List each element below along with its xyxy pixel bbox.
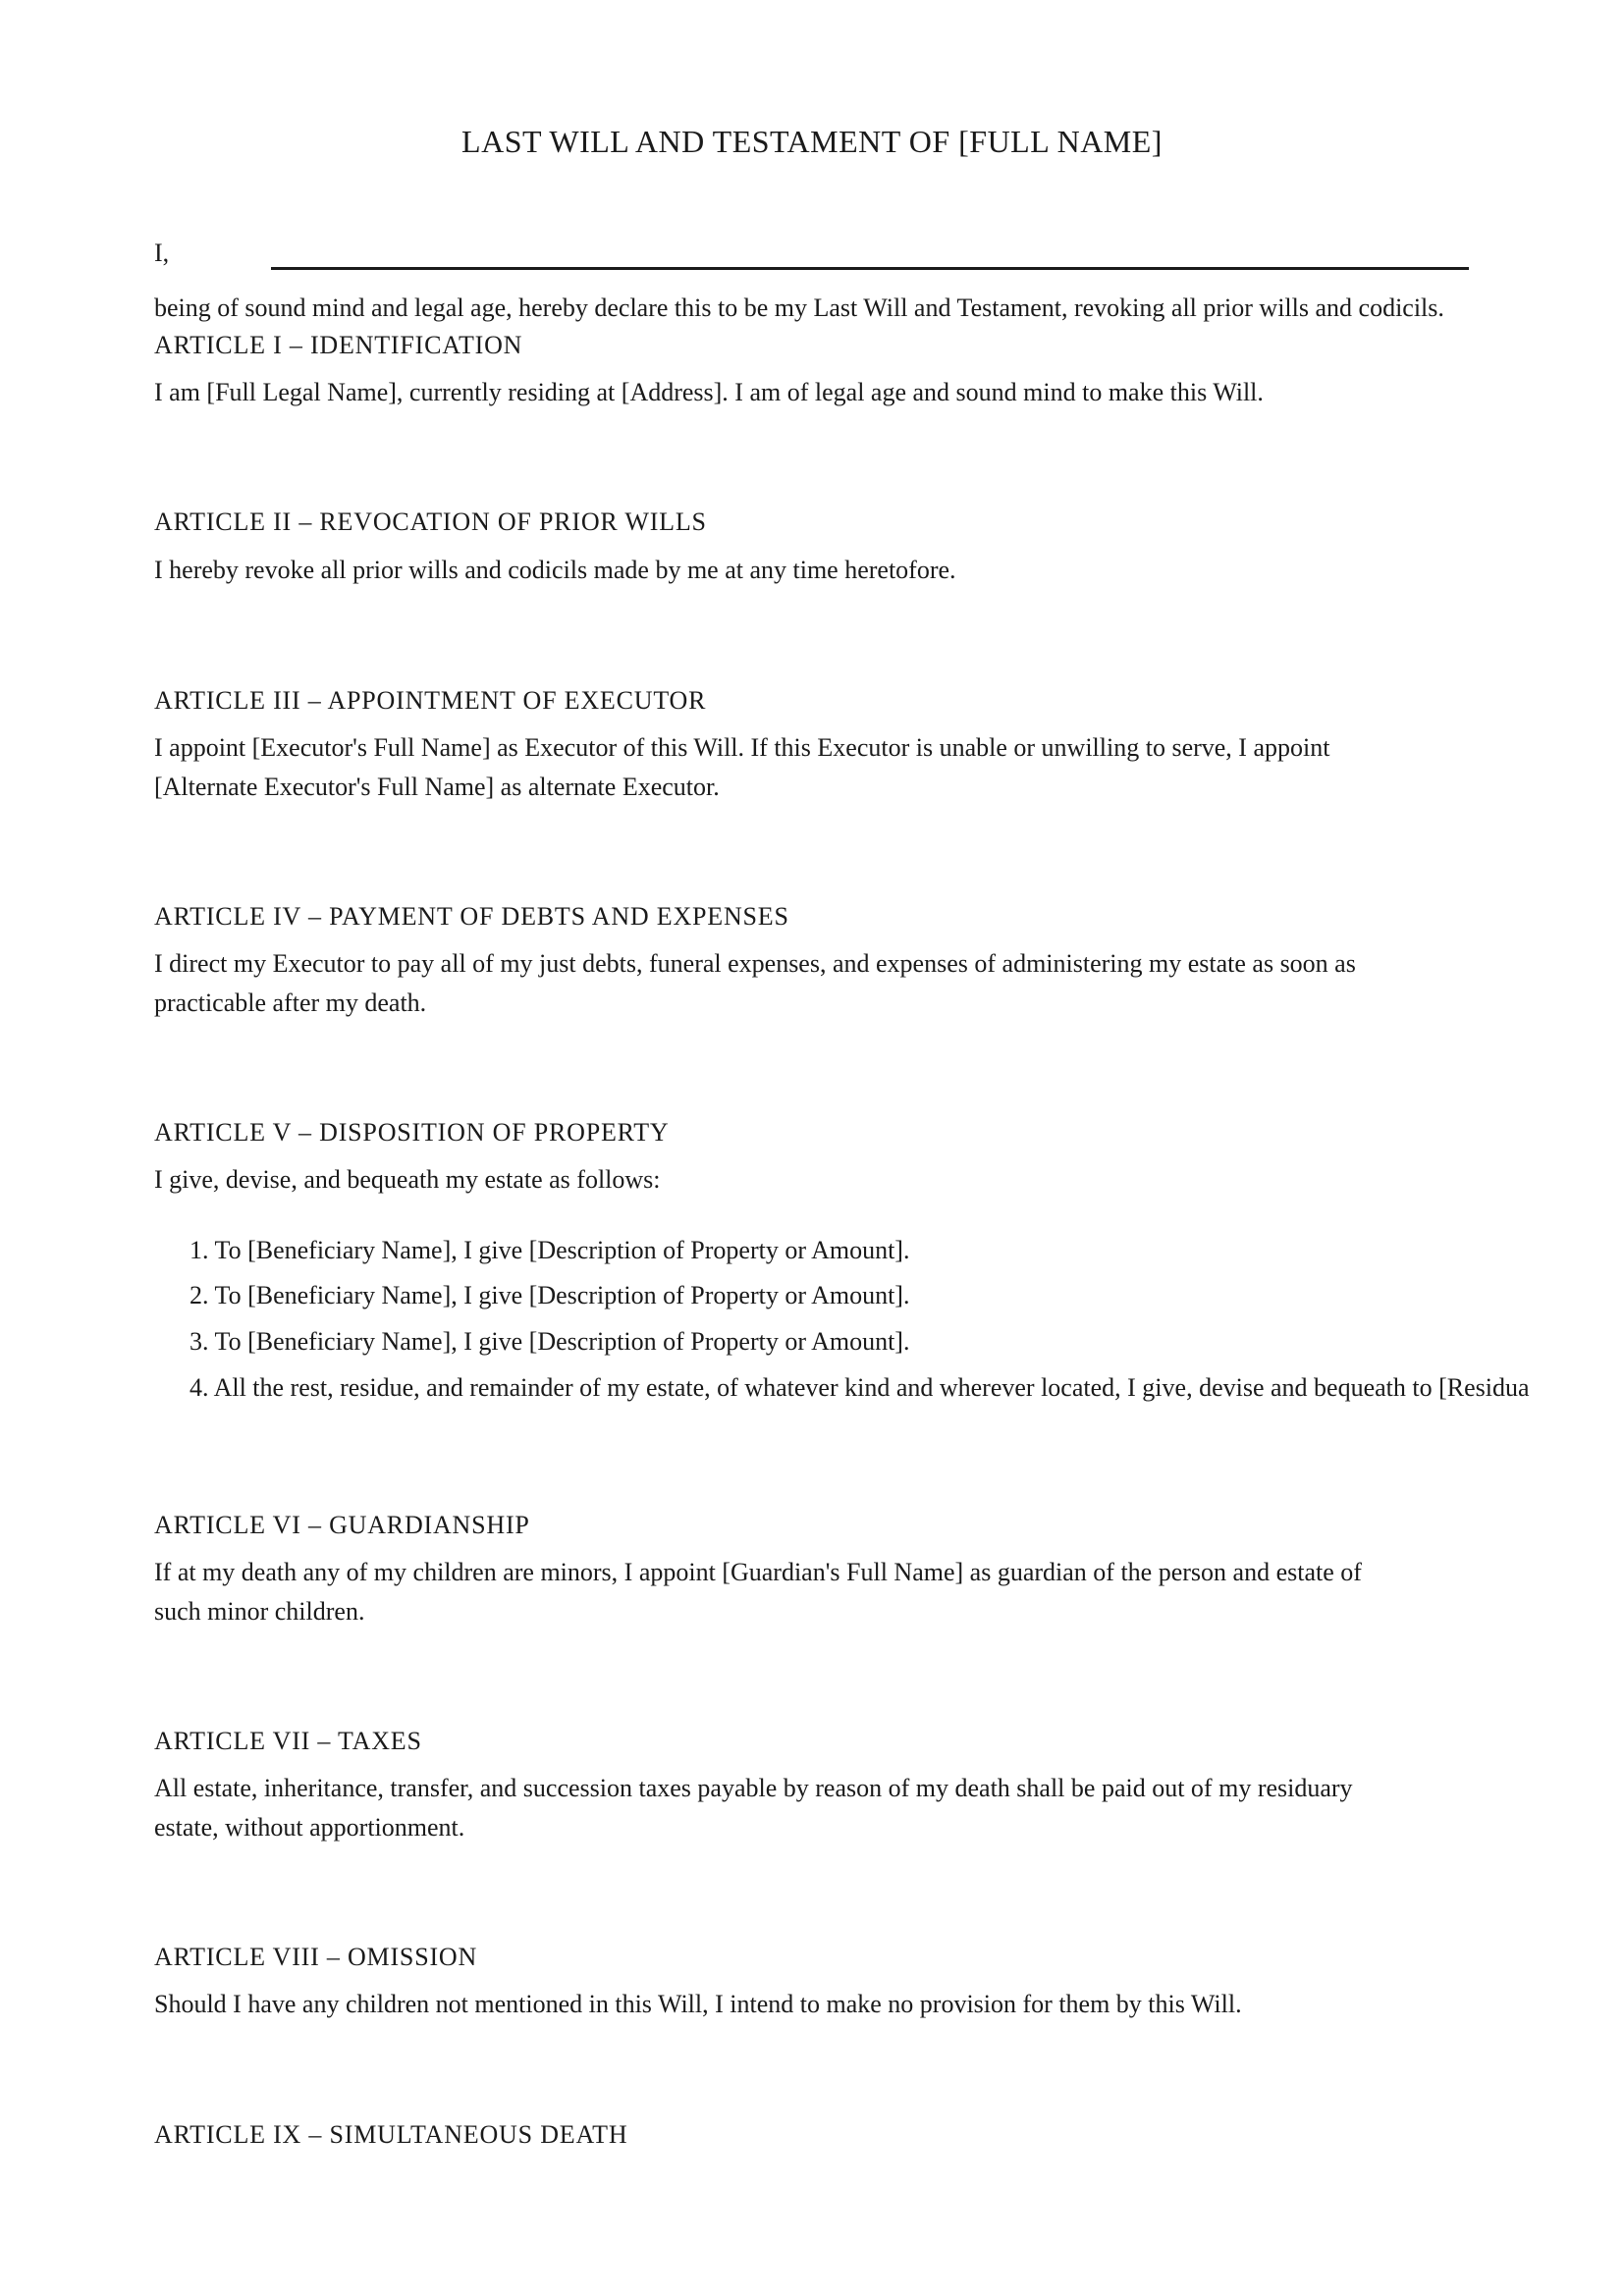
article-6-heading: ARTICLE VI – GUARDIANSHIP <box>154 1511 530 1539</box>
article-2-heading: ARTICLE II – REVOCATION OF PRIOR WILLS <box>154 507 707 536</box>
article-6-text-line-2: such minor children. <box>154 1597 365 1626</box>
bequest-list-item-2: 2. To [Beneficiary Name], I give [Description of Property or Amount]. <box>189 1281 910 1309</box>
article-1-heading: ARTICLE I – IDENTIFICATION <box>154 331 523 359</box>
article-6-text-line-1: If at my death any of my children are minors, I appoint [Guardian's Full Name] as guardian of the person and estate of <box>154 1558 1362 1586</box>
article-4-text-line-2: practicable after my death. <box>154 988 427 1017</box>
article-3-text-line-2: [Alternate Executor's Full Name] as alternate Executor. <box>154 773 720 801</box>
article-3-heading: ARTICLE III – APPOINTMENT OF EXECUTOR <box>154 686 707 715</box>
article-1-text: I am [Full Legal Name], currently residing at [Address]. I am of legal age and sound mind to make this Will. <box>154 378 1264 406</box>
testator-name-blank-line <box>271 267 1469 270</box>
article-3-text-line-1: I appoint [Executor's Full Name] as Executor of this Will. If this Executor is unable or unwilling to serve, I appoint <box>154 733 1330 762</box>
testator-pronoun: I, <box>154 239 170 267</box>
document-title: LAST WILL AND TESTAMENT OF [FULL NAME] <box>461 124 1163 159</box>
bequest-list-item-4: 4. All the rest, residue, and remainder of my estate, of whatever kind and wherever located, I give, devise and bequeath to [Residua <box>189 1373 1530 1402</box>
article-5-heading: ARTICLE V – DISPOSITION OF PROPERTY <box>154 1118 670 1147</box>
article-4-text-line-1: I direct my Executor to pay all of my just debts, funeral expenses, and expenses of administering my estate as soon as <box>154 949 1356 978</box>
declaration-text: being of sound mind and legal age, hereby declare this to be my Last Will and Testament, revoking all prior wills and codicils. <box>154 294 1444 322</box>
article-4-heading: ARTICLE IV – PAYMENT OF DEBTS AND EXPENSES <box>154 902 789 931</box>
article-9-heading: ARTICLE IX – SIMULTANEOUS DEATH <box>154 2120 628 2149</box>
article-2-text: I hereby revoke all prior wills and codicils made by me at any time heretofore. <box>154 556 956 584</box>
bequest-list-item-1: 1. To [Beneficiary Name], I give [Description of Property or Amount]. <box>189 1236 910 1264</box>
article-7-heading: ARTICLE VII – TAXES <box>154 1727 422 1755</box>
article-8-heading: ARTICLE VIII – OMISSION <box>154 1943 478 1971</box>
article-7-text-line-1: All estate, inheritance, transfer, and succession taxes payable by reason of my death shall be paid out of my residuary <box>154 1774 1353 1802</box>
article-8-text: Should I have any children not mentioned in this Will, I intend to make no provision for them by this Will. <box>154 1990 1242 2018</box>
article-7-text-line-2: estate, without apportionment. <box>154 1813 465 1842</box>
article-5-text: I give, devise, and bequeath my estate as follows: <box>154 1165 661 1194</box>
bequest-list-item-3: 3. To [Beneficiary Name], I give [Description of Property or Amount]. <box>189 1327 910 1356</box>
